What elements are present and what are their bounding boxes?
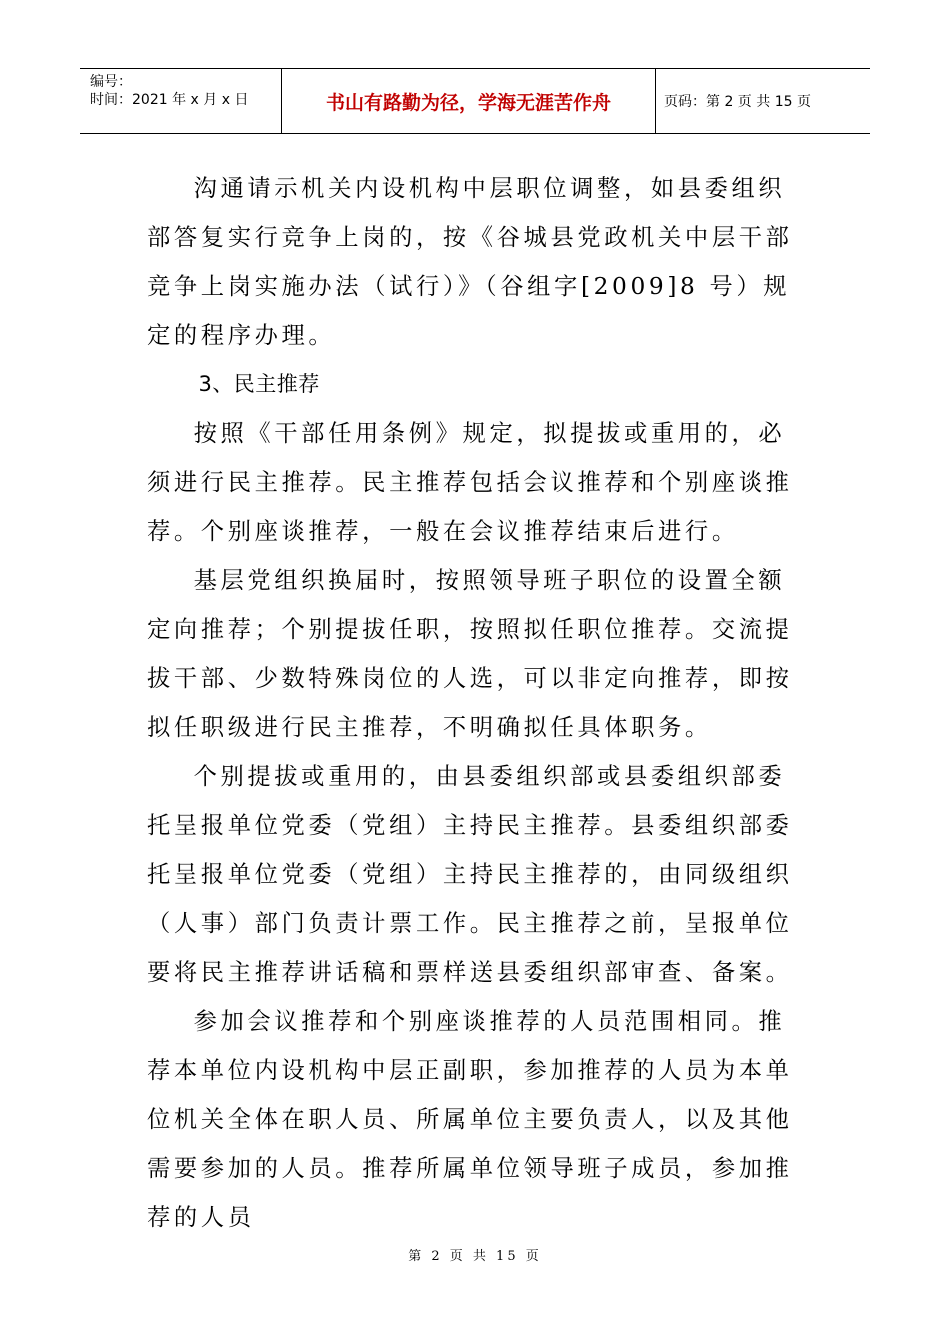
document-body xyxy=(147,164,807,1242)
header-motto: 书山有路勤为径，学海无涯苦作舟 xyxy=(282,69,656,133)
page-footer: 第 2 页 共 15 页 xyxy=(408,1249,542,1264)
document-number-label: 编号： xyxy=(90,74,132,90)
document-header xyxy=(80,68,870,134)
body-paragraph: 个别提拔或重用的，由县委组织部或县委组织部委托呈报单位党委（党组）主持民主推荐。县委组织部委托呈报单位党委（党组）主持民主推荐的，由同级组织（人事）部门负责计票工作。民主推荐之前，呈报单位要将民主推荐讲话稿和票样送县委组织部审查、备案。 xyxy=(147,763,793,986)
body-paragraph: 基层党组织换届时，按照领导班子职位的设置全额定向推荐；个别提拔任职，按照拟任职位推荐。交流提拔干部、少数特殊岗位的人选，可以非定向推荐，即按拟任职级进行民主推荐，不明确拟任具体职务。 xyxy=(147,567,793,741)
header-meta xyxy=(80,69,282,133)
body-paragraph: 沟通请示机关内设机构中层职位调整，如县委组织部答复实行竞争上岗的，按《谷城县党政机关中层干部竞争上岗实施办法（试行）》（谷组字[2009]8 号）规定的程序办理。 xyxy=(147,175,793,349)
document-time-label: 时间：2021 年 x 月 x 日 xyxy=(90,92,249,108)
body-paragraph: 参加会议推荐和个别座谈推荐的人员范围相同。推荐本单位内设机构中层正副职，参加推荐的人员为本单位机关全体在职人员、所属单位主要负责人，以及其他需要参加的人员。推荐所属单位领导班子成员，参加推荐的人员 xyxy=(147,1008,793,1231)
section-heading: 3、民主推荐 xyxy=(198,372,320,396)
header-page-info: 页码：第 2 页 共 15 页 xyxy=(664,94,811,110)
body-paragraph: 按照《干部任用条例》规定，拟提拔或重用的，必须进行民主推荐。民主推荐包括会议推荐和个别座谈推荐。个别座谈推荐，一般在会议推荐结束后进行。 xyxy=(147,420,793,545)
